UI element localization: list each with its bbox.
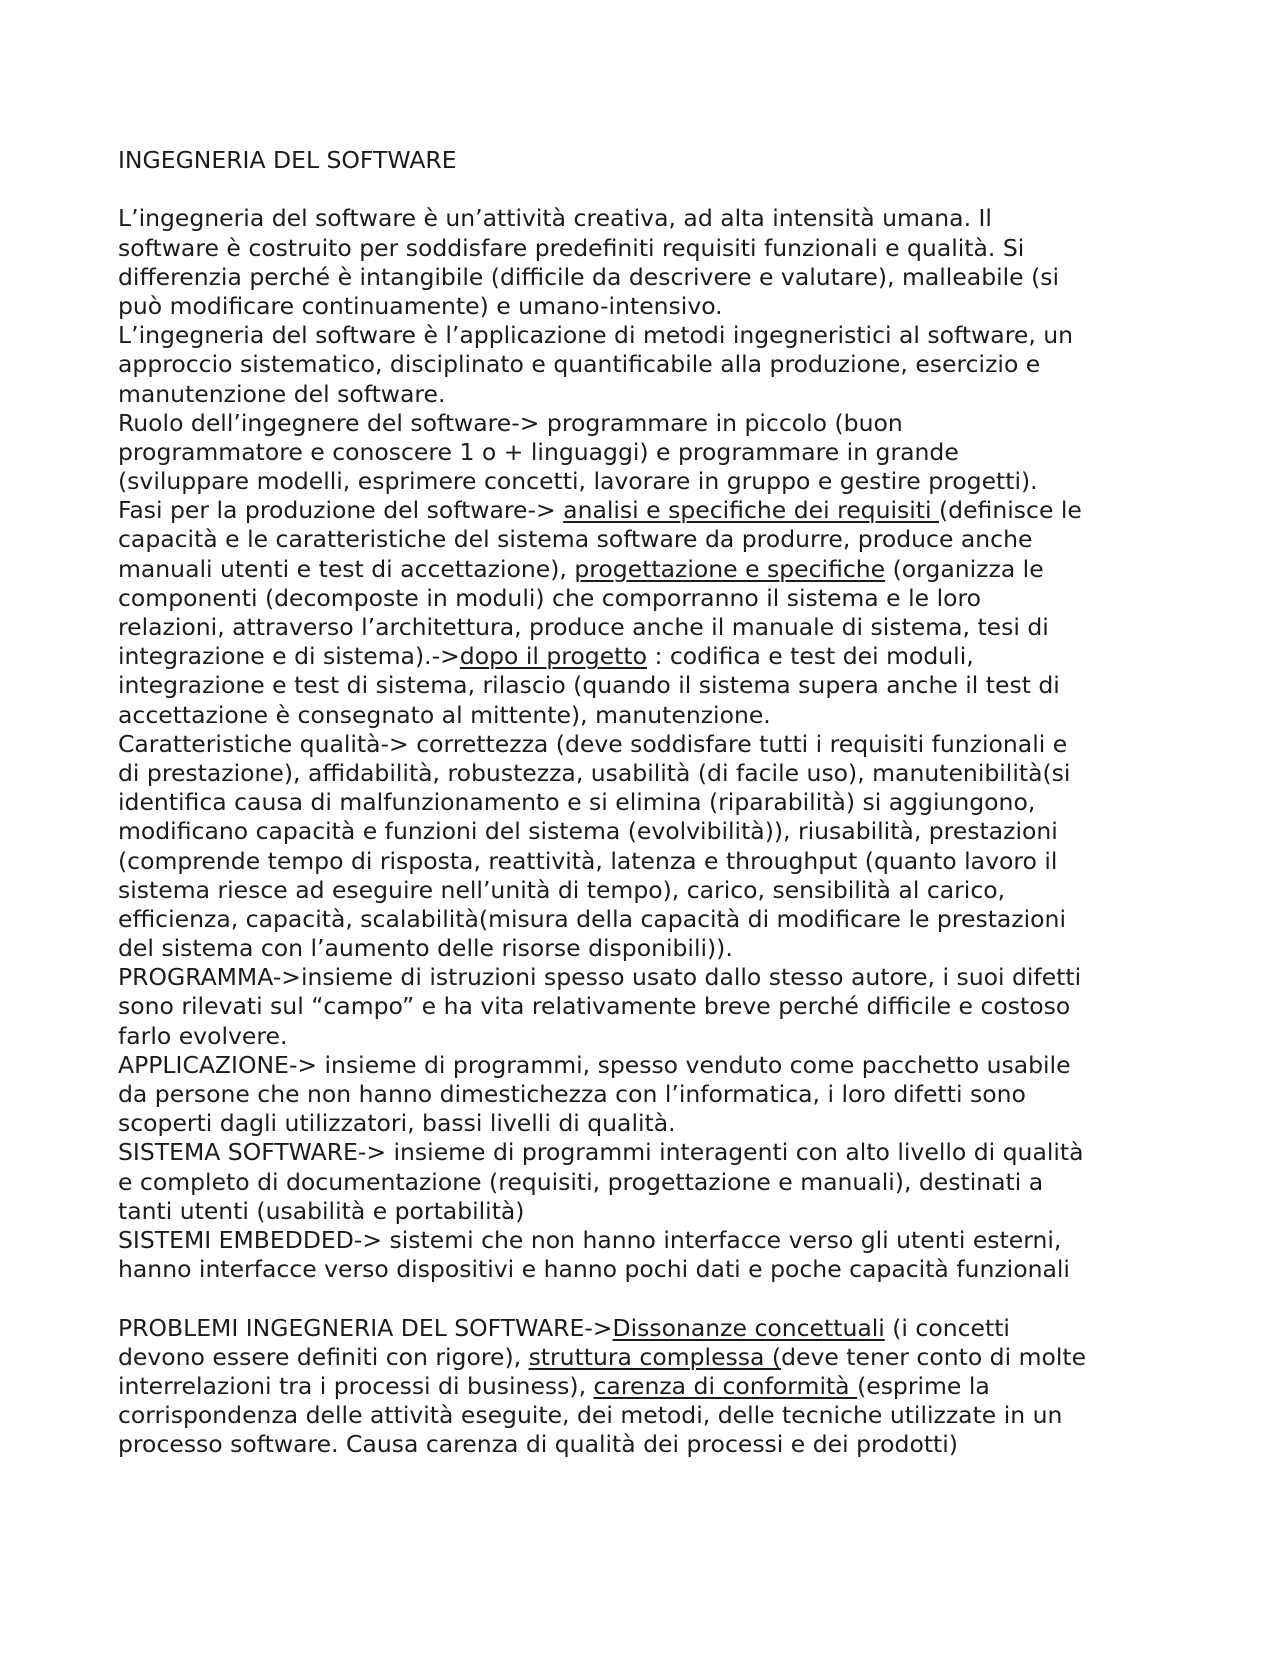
text-line	[118, 496, 1168, 525]
text-line: L’ingegneria del software è un’attività creativa, ad alta intensità umana. Il	[118, 204, 992, 233]
text-line: del sistema con l’aumento delle risorse disponibili)).	[118, 934, 733, 963]
document-title: INGEGNERIA DEL SOFTWARE	[118, 146, 457, 174]
text-line: di prestazione), affidabilità, robustezza, usabilità (di facile uso), manutenibilità(si	[118, 758, 1071, 787]
text-line: può modificare continuamente) e umano-intensivo.	[118, 291, 723, 320]
underlined-term: struttura complessa (	[528, 1342, 782, 1371]
text-run: manuali utenti e test di accettazione),	[118, 554, 575, 583]
paragraph-qualita	[118, 730, 1168, 1285]
text-line: hanno interfacce verso dispositivi e hanno pochi dati e poche capacità funzionali	[118, 1255, 1070, 1284]
text-line: (sviluppare modelli, esprimere concetti, lavorare in gruppo e gestire progetti).	[118, 467, 1038, 496]
text-line	[118, 1343, 1168, 1372]
text-run: PROBLEMI INGEGNERIA DEL SOFTWARE->	[118, 1313, 613, 1342]
text-line: processo software. Causa carenza di qualità dei processi e dei prodotti)	[118, 1430, 958, 1459]
text-line: corrispondenza delle attività eseguite, dei metodi, delle tecniche utilizzate in un	[118, 1401, 1063, 1430]
text-line: sistema riesce ad eseguire nell’unità di tempo), carico, sensibilità al carico,	[118, 875, 1006, 904]
text-run: (organizza le	[885, 554, 1044, 583]
text-line	[118, 1372, 1168, 1401]
text-line: relazioni, attraverso l’architettura, produce anche il manuale di sistema, tesi di	[118, 613, 1049, 641]
text-run: deve tener conto di molte	[781, 1342, 1087, 1371]
paragraph-fasi	[118, 496, 1168, 730]
text-run: integrazione e di sistema).->	[118, 642, 460, 671]
blank-line	[118, 1284, 1168, 1313]
text-line: SISTEMA SOFTWARE-> insieme di programmi interagenti con alto livello di qualità	[118, 1138, 1084, 1167]
text-line: PROGRAMMA->insieme di istruzioni spesso usato dallo stesso autore, i suoi difetti	[118, 963, 1082, 992]
text-run: interrelazioni tra i processi di business),	[118, 1371, 594, 1400]
text-run: (definisce le	[939, 496, 1082, 525]
text-line: scoperti dagli utilizzatori, bassi livelli di qualità.	[118, 1109, 676, 1138]
underlined-term: carenza di conformità	[593, 1371, 858, 1400]
text-line: accettazione è consegnato al mittente), manutenzione.	[118, 700, 771, 729]
text-line: integrazione e test di sistema, rilascio (quando il sistema supera anche il test di	[118, 671, 1060, 700]
text-line: (comprende tempo di risposta, reattività, latenza e throughput (quanto lavoro il	[118, 846, 1058, 875]
text-line: efficienza, capacità, scalabilità(misura della capacità di modificare le prestazioni	[118, 904, 1066, 933]
text-line	[118, 555, 1168, 584]
paragraph-problemi	[118, 1314, 1168, 1460]
text-line: programmatore e conoscere 1 o + linguaggi) e programmare in grande	[118, 437, 959, 466]
paragraph-intro	[118, 204, 1168, 496]
text-line	[118, 642, 1168, 671]
text-line	[118, 1314, 1168, 1343]
text-run: Fasi per la produzione del software->	[118, 496, 564, 525]
text-line: L’ingegneria del software è l’applicazione di metodi ingegneristici al software, un	[118, 321, 1074, 350]
text-line: manutenzione del software.	[118, 379, 446, 408]
text-line: identifica causa di malfunzionamento e si elimina (riparabilità) si aggiungono,	[118, 788, 1036, 817]
text-line: software è costruito per soddisfare predefiniti requisiti funzionali e qualità. Si	[118, 233, 1025, 262]
text-run: devono essere definiti con rigore),	[118, 1342, 529, 1371]
text-run: (i concetti	[884, 1313, 1010, 1342]
text-line: e completo di documentazione (requisiti, progettazione e manuali), destinati a	[118, 1167, 1044, 1196]
text-line: componenti (decomposte in moduli) che comporranno il sistema e le loro	[118, 583, 981, 612]
text-line: SISTEMI EMBEDDED-> sistemi che non hanno interfacce verso gli utenti esterni,	[118, 1225, 1062, 1254]
text-line: sono rilevati sul “campo” e ha vita relativamente breve perché difficile e costoso	[118, 992, 1071, 1021]
text-line: da persone che non hanno dimestichezza con l’informatica, i loro difetti sono	[118, 1080, 1026, 1108]
text-line: tanti utenti (usabilità e portabilità)	[118, 1196, 525, 1225]
text-line: differenzia perché è intangibile (difficile da descrivere e valutare), malleabile (si	[118, 262, 1060, 291]
text-run: : codifica e test dei moduli,	[647, 642, 974, 671]
underlined-term: analisi e specifiche dei requisiti	[563, 496, 940, 525]
blank-line	[118, 175, 1168, 204]
text-line: modificano capacità e funzioni del sistema (evolvibilità)), riusabilità, prestazioni	[118, 817, 1058, 846]
text-line: Ruolo dell’ingegnere del software-> programmare in piccolo (buon	[118, 408, 903, 437]
underlined-term: dopo il progetto	[459, 642, 647, 671]
text-line: approccio sistematico, disciplinato e quantificabile alla produzione, esercizio e	[118, 350, 1041, 379]
text-line: APPLICAZIONE-> insieme di programmi, spesso venduto come pacchetto usabile	[118, 1050, 1071, 1079]
underlined-term: Dissonanze concettuali	[612, 1313, 885, 1342]
underlined-term: progettazione e specifiche	[574, 554, 886, 583]
text-line: capacità e le caratteristiche del sistema software da produrre, produce anche	[118, 525, 1033, 554]
text-line: Caratteristiche qualità-> correttezza (deve soddisfare tutti i requisiti funzionali e	[118, 729, 1068, 758]
text-line: farlo evolvere.	[118, 1021, 288, 1050]
text-run: (esprime la	[857, 1371, 990, 1400]
document-page	[118, 146, 1168, 1459]
